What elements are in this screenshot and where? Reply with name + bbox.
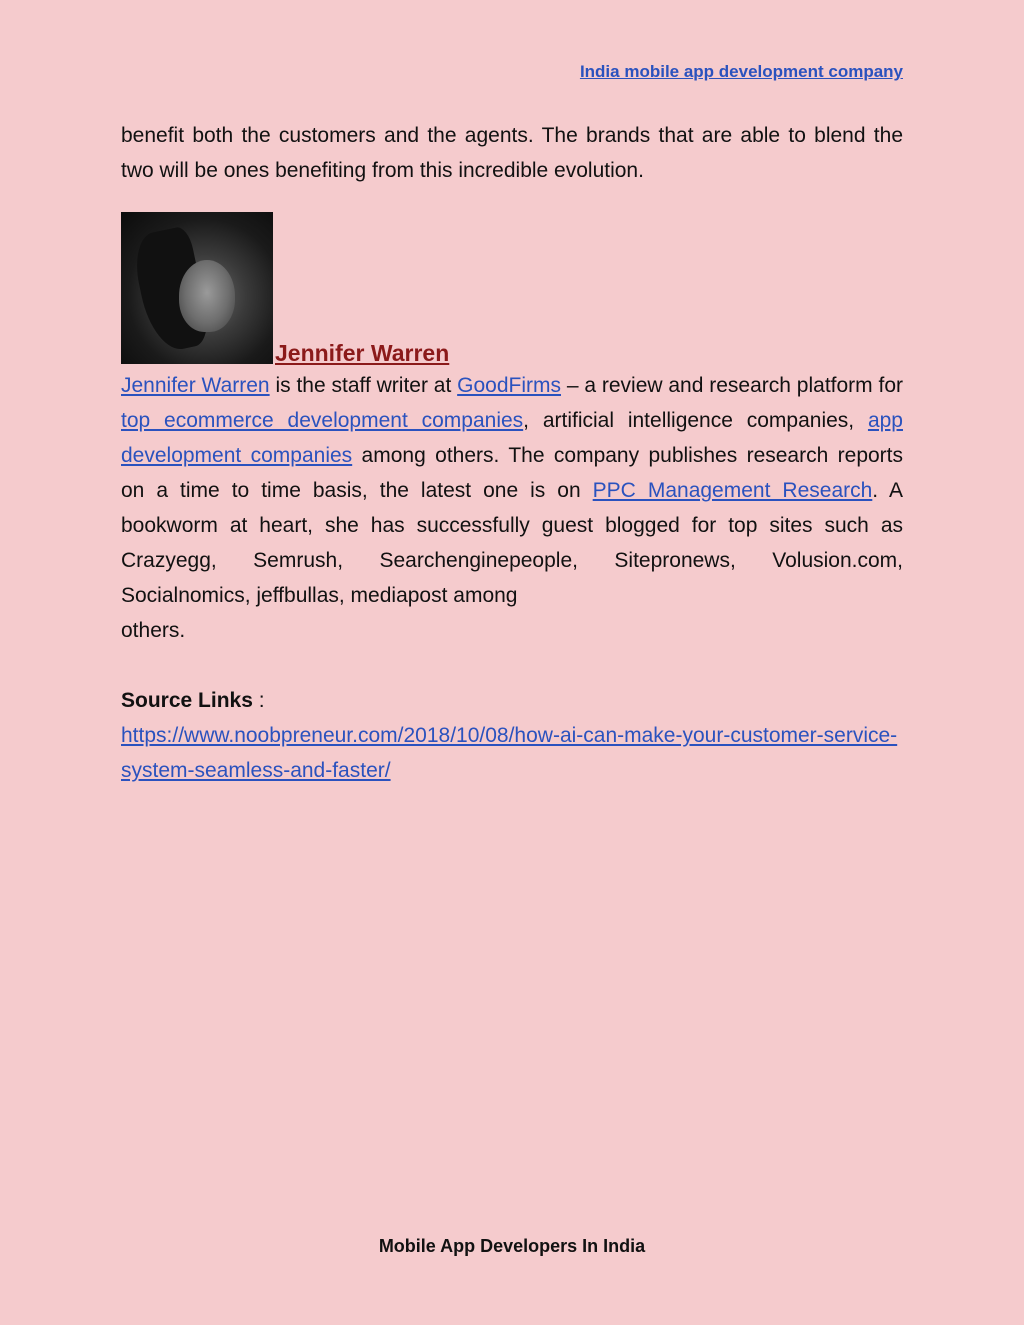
- bio-last-line: others.: [121, 619, 186, 642]
- intro-paragraph: benefit both the customers and the agents. The brands that are able to blend the two will be ones benefiting from this incredible evolution.: [121, 124, 903, 182]
- avatar-face: [179, 260, 235, 332]
- source-links-label: Source Links: [121, 689, 253, 712]
- bio-name-link[interactable]: Jennifer Warren: [121, 374, 270, 397]
- document-body: [121, 118, 903, 788]
- author-row: [121, 212, 903, 364]
- author-bio: [121, 368, 903, 613]
- page-footer: Mobile App Developers In India: [378, 1236, 646, 1256]
- bio-text-2: – a review and research platform for: [561, 374, 903, 397]
- ecommerce-link[interactable]: top ecommerce development companies: [121, 409, 524, 432]
- bio-text-1: is the staff writer at: [269, 374, 458, 397]
- app-development-link[interactable]: app development companies: [121, 409, 903, 467]
- bio-text-5: . A bookworm at heart, she has successfully guest blogged for top sites such as Crazyegg, Semrush, Searchenginepeople, Sitepronews, Volusion.com, Socialnomics, jeffbullas, mediapost among: [121, 479, 903, 607]
- source-links-separator: :: [252, 689, 265, 712]
- goodfirms-link[interactable]: GoodFirms: [457, 374, 561, 397]
- bio-text-3: , artificial intelligence companies,: [523, 409, 868, 432]
- bio-text-4: among others. The company publishes research reports on a time to time basis, the latest one is on: [121, 444, 904, 502]
- author-avatar: [121, 212, 273, 364]
- ppc-research-link[interactable]: PPC Management Research: [592, 479, 873, 502]
- source-links: [121, 683, 903, 788]
- source-url-link[interactable]: https://www.noobpreneur.com/2018/10/08/how-ai-can-make-your-customer-service-system-seamless-and-faster/: [121, 724, 898, 782]
- author-name-link[interactable]: Jennifer Warren: [275, 340, 450, 366]
- header-link[interactable]: India mobile app development company: [579, 62, 903, 81]
